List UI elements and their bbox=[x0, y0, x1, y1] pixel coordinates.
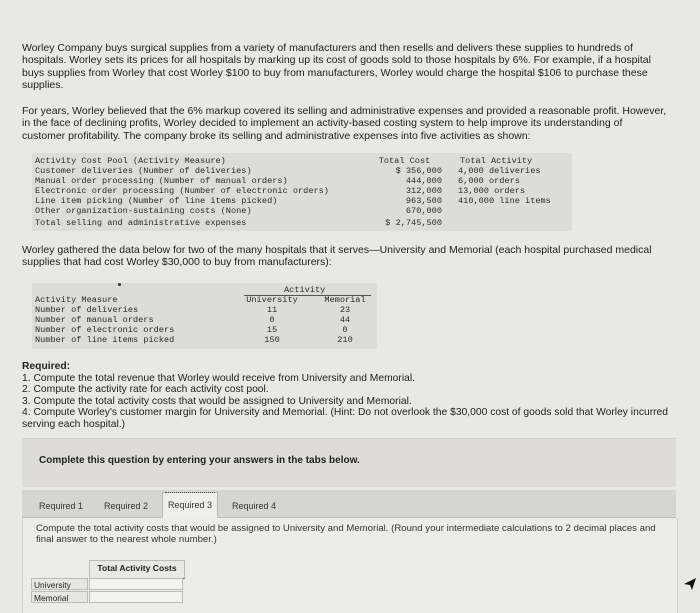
cost-pool-name: Manual order processing (Number of manual orders) bbox=[35, 176, 288, 186]
cost-pool-cost: $ 2,745,500 bbox=[385, 218, 442, 228]
answer-row-label-memorial: Memorial bbox=[31, 591, 88, 603]
cost-pool-activity: 13,000 orders bbox=[458, 186, 526, 196]
tab-required-3[interactable]: Required 3 bbox=[162, 492, 218, 518]
required-item-1: 1. Compute the total revenue that Worley would receive from University and Memorial. bbox=[22, 372, 415, 384]
university-value: 11 bbox=[266, 305, 278, 315]
cost-pool-cost: 670,000 bbox=[405, 206, 442, 216]
tab-instruction: Compute the total activity costs that would be assigned to University and Memorial. (Round your intermediate calculations to 2 decimal places and final answer to the nearest whole number.) bbox=[36, 523, 656, 545]
header-memorial: Memorial bbox=[324, 295, 366, 305]
table-row bbox=[32, 315, 377, 325]
table-header-row bbox=[32, 295, 377, 305]
measure-name: Number of electronic orders bbox=[35, 325, 175, 335]
required-item-4: 4. Compute Worley's customer margin for University and Memorial. (Hint: Do not overlook the $30,000 cost of goods sold that Worley incurred serving each hospital.) bbox=[22, 407, 668, 430]
cost-pool-cost: 312,000 bbox=[405, 186, 442, 196]
header-activity-measure: Activity Measure bbox=[35, 295, 118, 305]
cost-pool-cost: 963,500 bbox=[405, 196, 442, 206]
hospital-activity-table bbox=[32, 283, 377, 349]
required-heading: Required: bbox=[22, 361, 71, 372]
instructions-banner bbox=[22, 438, 676, 487]
cost-pool-activity: 410,000 line items bbox=[458, 196, 551, 206]
header-university: University bbox=[246, 295, 298, 305]
instructions-banner-text: Complete this question by entering your answers in the tabs below. bbox=[39, 455, 360, 466]
header-total-cost: Total Cost bbox=[378, 156, 431, 166]
measure-name: Number of manual orders bbox=[35, 315, 154, 325]
requirement-tabs bbox=[22, 490, 676, 518]
intro-paragraph-1: Worley Company buys surgical supplies from a variety of manufacturers and then resells and delivers these supplies to hundreds of hospitals. Worley sets its prices for all hospitals by marking up its cost of goods sold to those hospitals by 6%. For example, if a hospital buys supplies from Worley that cost Worley $100 to buy from manufacturers, Worley would charge the hospital $106 to purchase these supplies. bbox=[22, 42, 651, 92]
bullet-dot bbox=[118, 283, 121, 286]
required-item-2: 2. Compute the activity rate for each activity cost pool. bbox=[22, 384, 269, 396]
cost-pool-name: Total selling and administrative expenses bbox=[35, 218, 247, 228]
university-value: 15 bbox=[266, 325, 278, 335]
cost-pool-name: Line item picking (Number of line items picked) bbox=[35, 196, 278, 206]
memorial-value: 23 bbox=[339, 305, 351, 315]
table-row bbox=[32, 325, 377, 335]
answer-header: Total Activity Costs bbox=[89, 560, 185, 579]
cost-pool-activity: 6,000 orders bbox=[458, 176, 520, 186]
header-total-activity: Total Activity bbox=[460, 156, 533, 166]
cost-pool-name: Other organization-sustaining costs (None) bbox=[35, 206, 252, 216]
required-section bbox=[22, 361, 672, 431]
cost-pool-name: Electronic order processing (Number of electronic orders) bbox=[35, 186, 329, 196]
tab-required-1[interactable]: Required 1 bbox=[38, 501, 84, 511]
hospital-data-paragraph: Worley gathered the data below for two of the many hospitals that it serves—University and Memorial (each hospital purchased medical supplies that had cost Worley $30,000 to buy from manufacturers): bbox=[22, 244, 652, 269]
tab-required-4[interactable]: Required 4 bbox=[231, 501, 277, 511]
memorial-total-activity-costs-input[interactable] bbox=[89, 591, 183, 603]
required-item-3: 3. Compute the total activity costs that would be assigned to University and Memorial. bbox=[22, 395, 412, 407]
intro-paragraph-2: For years, Worley believed that the 6% markup covered its selling and administrative expenses and provided a reasonable profit. However, in the face of declining profits, Worley decided to implement an activity-based costing system to help improve its understanding of customer profitability. The company broke its selling and administrative expenses into five activities as shown: bbox=[22, 105, 667, 142]
cost-pool-cost: 444,000 bbox=[405, 176, 442, 186]
university-total-activity-costs-input[interactable] bbox=[89, 578, 183, 590]
university-value: 0 bbox=[269, 315, 275, 325]
activity-cost-pool-table bbox=[32, 153, 572, 231]
tab-content-panel bbox=[22, 518, 678, 613]
header-cost-pool: Activity Cost Pool (Activity Measure) bbox=[35, 156, 226, 166]
cost-pool-activity: 4,000 deliveries bbox=[458, 166, 541, 176]
activity-group-header bbox=[32, 285, 377, 295]
measure-name: Number of line items picked bbox=[35, 335, 175, 345]
cost-pool-name: Customer deliveries (Number of deliveries) bbox=[35, 166, 252, 176]
university-value: 150 bbox=[264, 335, 280, 345]
table-row bbox=[32, 305, 377, 315]
header-activity-group: Activity bbox=[284, 285, 326, 295]
cost-pool-cost: $ 356,000 bbox=[395, 166, 442, 176]
memorial-value: 0 bbox=[342, 325, 348, 335]
answer-row-label-university: University bbox=[31, 578, 88, 590]
memorial-value: 44 bbox=[339, 315, 351, 325]
measure-name: Number of deliveries bbox=[35, 305, 139, 315]
tab-required-2[interactable]: Required 2 bbox=[103, 501, 149, 511]
mouse-cursor-icon bbox=[683, 577, 697, 591]
memorial-value: 210 bbox=[337, 335, 353, 345]
table-row bbox=[32, 335, 377, 345]
